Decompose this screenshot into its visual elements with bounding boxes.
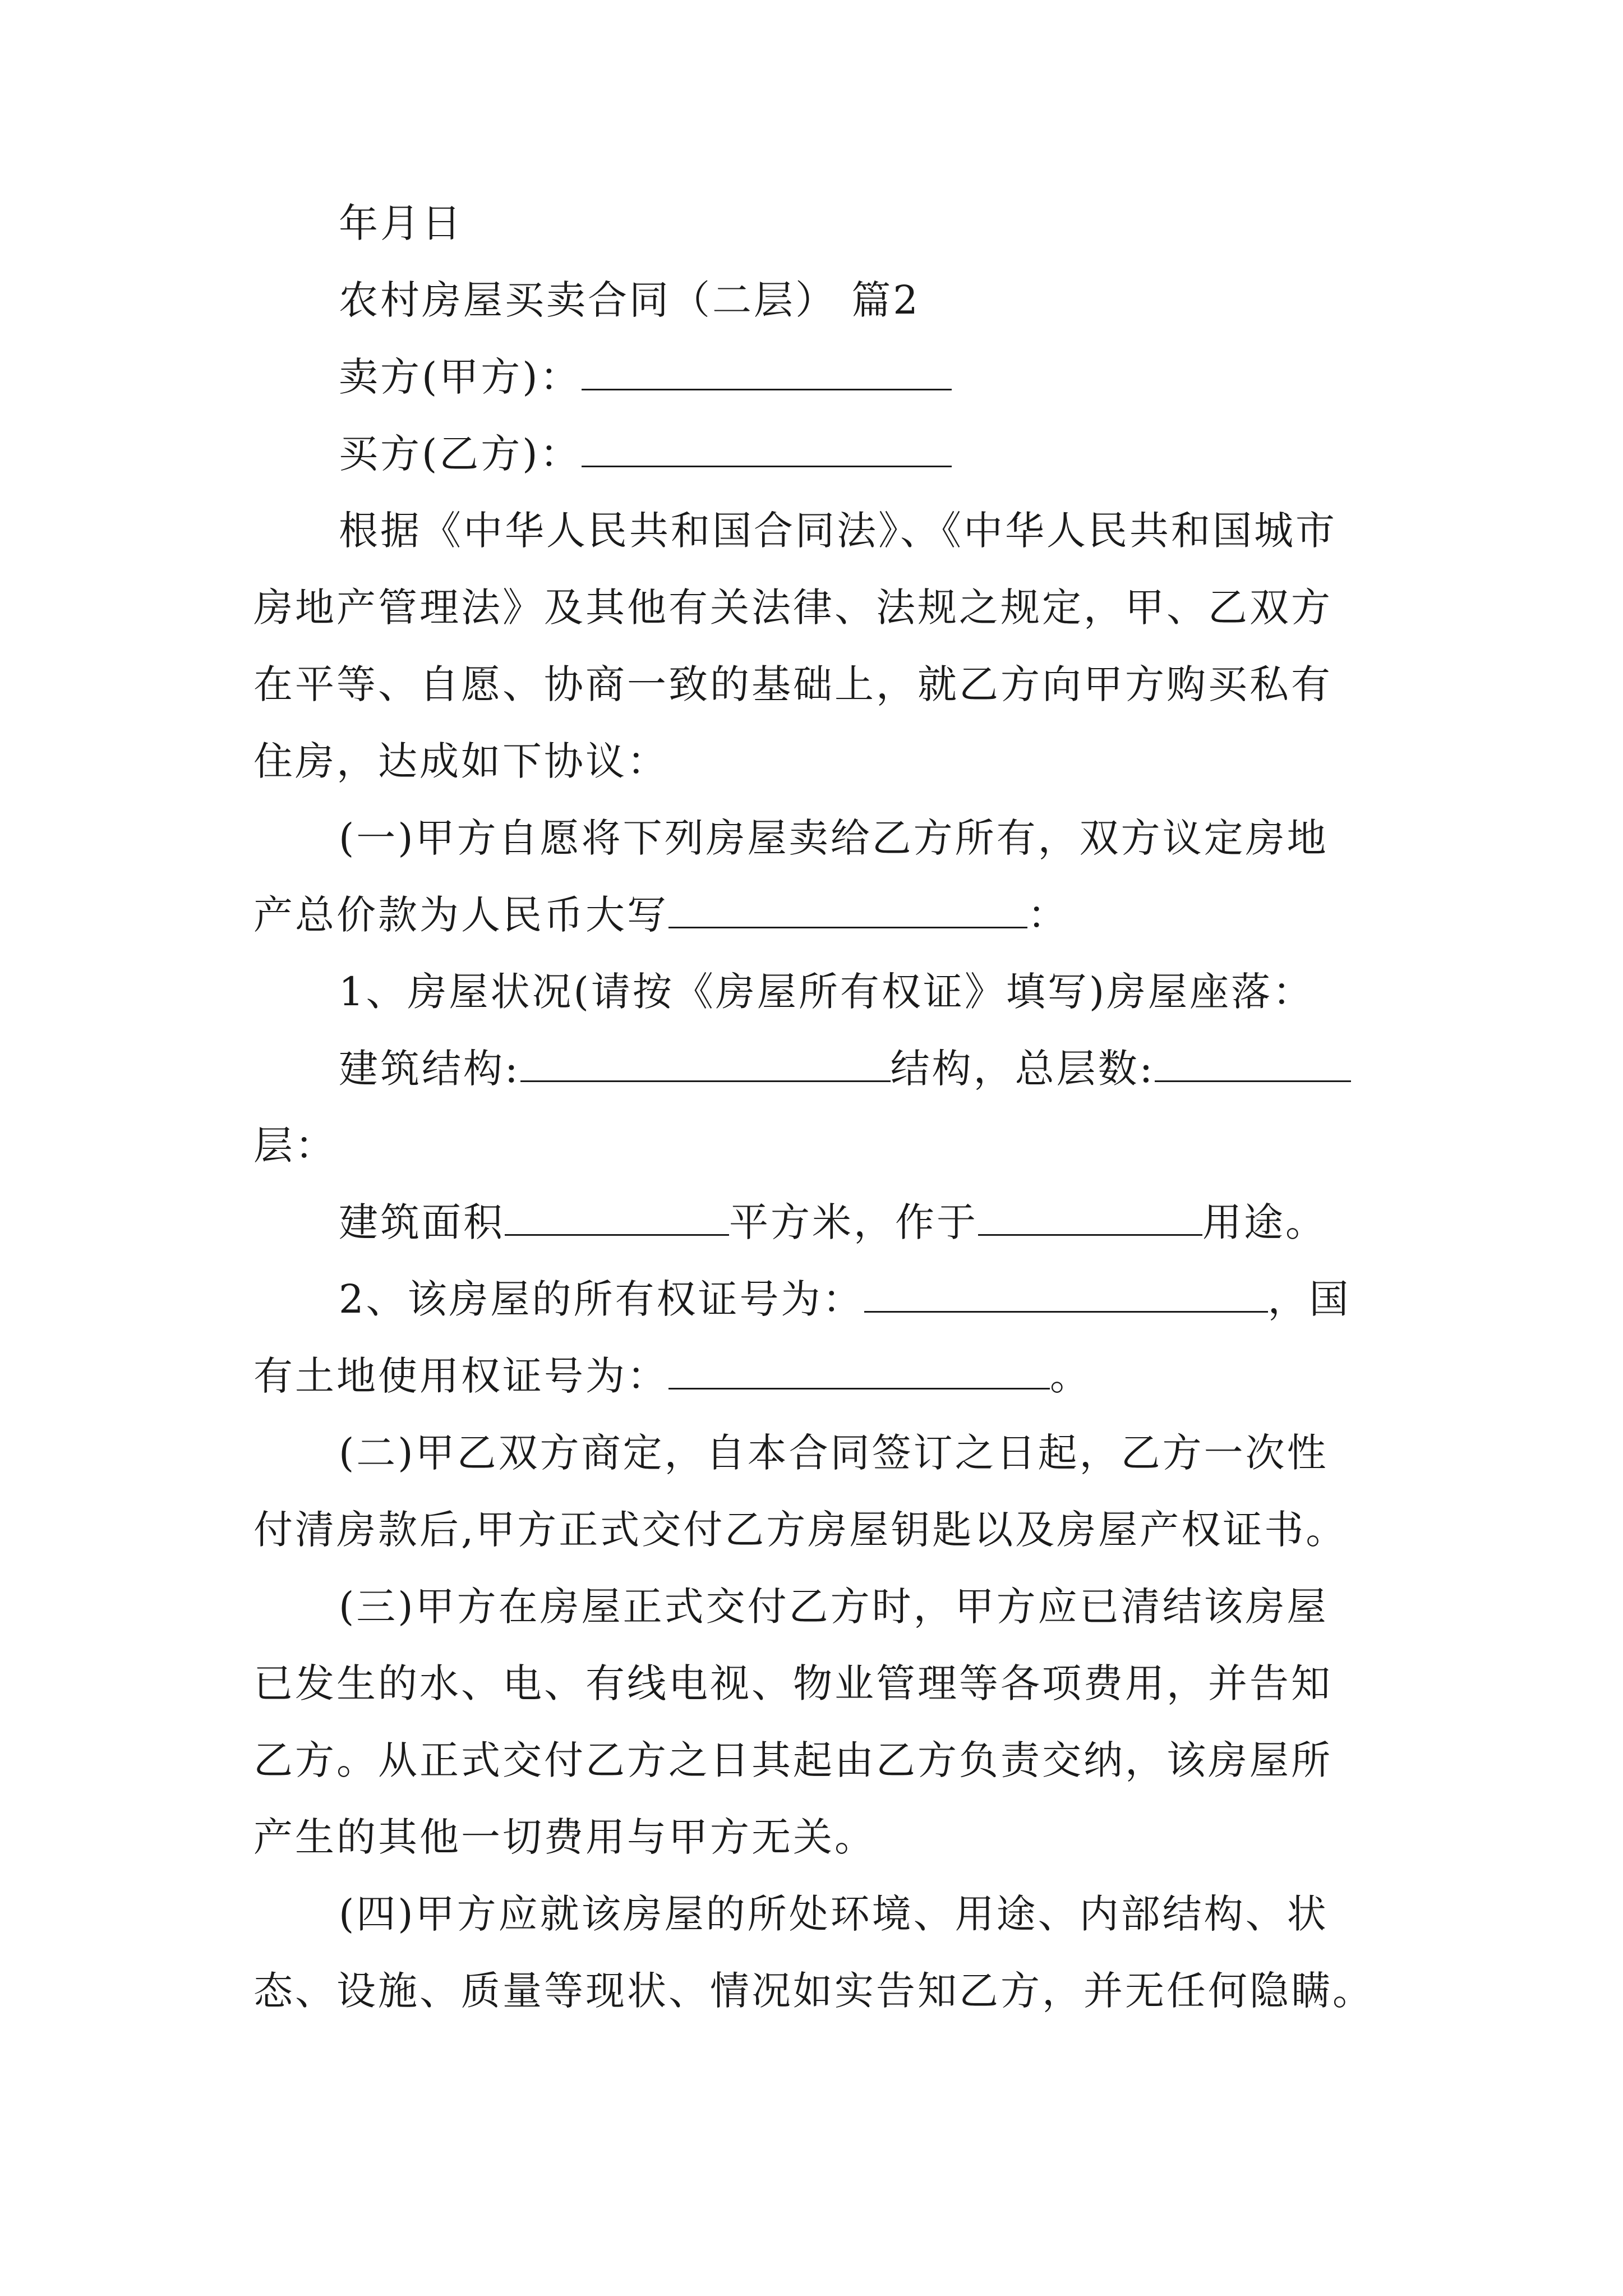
area-middle: 平方米，作于 <box>729 1199 978 1245</box>
clause2-line-2: 付清房款后,甲方正式交付乙方房屋钥匙以及房屋产权证书。 <box>253 1507 1348 1553</box>
clause4-line-1: (四)甲方应就该房屋的所处环境、用途、内部结构、状 <box>339 1891 1329 1937</box>
structure-line <box>253 1030 1386 1107</box>
seller-blank <box>582 356 952 390</box>
structure-label: 建筑结构: <box>339 1046 520 1092</box>
ownership-cert-label: 2、该房屋的所有权证号为： <box>339 1276 864 1322</box>
price-blank <box>668 894 1027 928</box>
ownership-cert-suffix: ，国 <box>1267 1276 1351 1322</box>
seller-label: 卖方(甲方)： <box>339 354 582 400</box>
structure-blank <box>520 1048 891 1082</box>
area-suffix: 用途。 <box>1202 1199 1327 1245</box>
clause2-line-1: (二)甲乙双方商定，自本合同签订之日起，乙方一次性 <box>339 1430 1329 1476</box>
structure-middle: 结构，总层数: <box>890 1046 1155 1092</box>
buyer-line <box>253 416 1386 493</box>
land-cert-suffix: 。 <box>1050 1353 1091 1399</box>
clause3-line-4: 产生的其他一切费用与甲方无关。 <box>253 1814 876 1860</box>
floors-blank <box>1155 1048 1351 1082</box>
contract-body <box>253 185 1386 2030</box>
date-line: 年月日 <box>339 200 463 246</box>
intro-line-1: 根据《中华人民共和国合同法》、《中华人民共和国城市 <box>339 508 1337 554</box>
price-suffix: ： <box>1027 892 1069 938</box>
item2-line-1 <box>253 1261 1386 1338</box>
item1-line: 1、房屋状况(请按《房屋所有权证》填写)房屋座落： <box>339 969 1315 1015</box>
clause4-line-2: 态、设施、质量等现状、情况如实告知乙方，并无任何隐瞒。 <box>253 1968 1374 2014</box>
contract-title: 农村房屋买卖合同（二层） 篇2 <box>339 277 920 323</box>
land-cert-label: 有土地使用权证号为： <box>253 1353 668 1399</box>
clause3-line-1: (三)甲方在房屋正式交付乙方时，甲方应已清结该房屋 <box>339 1584 1329 1630</box>
intro-line-2: 房地产管理法》及其他有关法律、法规之规定，甲、乙双方 <box>253 585 1332 631</box>
area-label: 建筑面积 <box>339 1199 505 1245</box>
clause3-line-2: 已发生的水、电、有线电视、物业管理等各项费用，并告知 <box>253 1660 1332 1706</box>
land-cert-blank <box>668 1355 1050 1389</box>
floors-suffix-line: 层： <box>253 1122 336 1168</box>
buyer-label: 买方(乙方)： <box>339 431 582 477</box>
intro-line-3: 在平等、自愿、协商一致的基础上，就乙方向甲方购买私有 <box>253 661 1332 707</box>
item2-line-2 <box>253 1338 1386 1415</box>
seller-line <box>253 339 1386 416</box>
area-line <box>253 1184 1386 1261</box>
price-label: 产总价款为人民币大写 <box>253 892 668 938</box>
ownership-cert-blank <box>864 1278 1268 1313</box>
area-blank <box>505 1202 729 1236</box>
usage-blank <box>978 1202 1202 1236</box>
clause1-line-1: (一)甲方自愿将下列房屋卖给乙方所有，双方议定房地 <box>339 815 1329 861</box>
intro-line-4: 住房，达成如下协议： <box>253 738 668 784</box>
clause3-line-3: 乙方。从正式交付乙方之日其起由乙方负责交纳，该房屋所 <box>253 1737 1332 1783</box>
buyer-blank <box>582 433 952 467</box>
clause1-line-2 <box>253 877 1386 954</box>
